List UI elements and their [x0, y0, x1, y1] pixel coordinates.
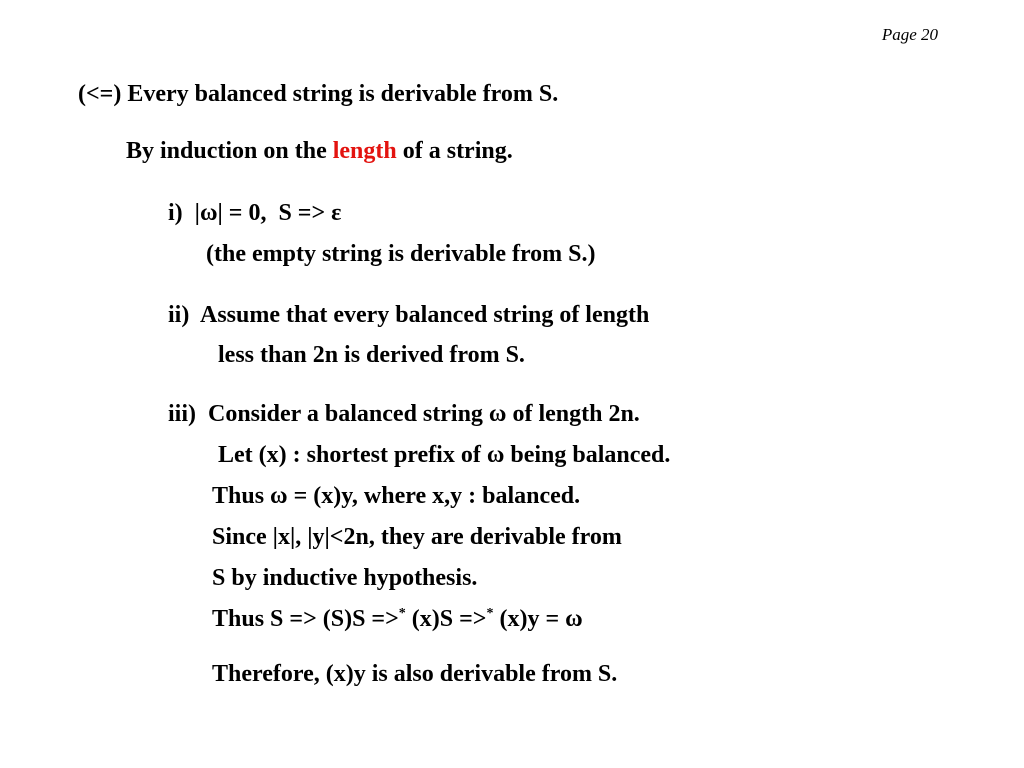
- derivation-line: [212, 607, 583, 631]
- conclusion: Therefore, (x)y is also derivable from S.: [212, 661, 618, 687]
- step-ii-line2: less than 2n is derived from S.: [218, 342, 525, 368]
- derivation-part2: (x)S =>: [405, 606, 487, 632]
- induction-line: [126, 139, 513, 163]
- step-iii-line4: Since |x|, |y|<2n, they are derivable from: [212, 524, 622, 550]
- derivation-star2: *: [486, 606, 494, 621]
- derivation-part3: (x)y = ω: [493, 606, 583, 632]
- derivation-part1: Thus S => (S)S =>: [212, 606, 399, 632]
- page-number: Page 20: [881, 25, 938, 44]
- heading: (<=) Every balanced string is derivable from S.: [78, 81, 559, 107]
- step-iii-line5: S by inductive hypothesis.: [212, 565, 478, 591]
- derivation-star1: *: [398, 606, 406, 621]
- induction-after: of a string.: [396, 138, 513, 164]
- step-i-line2: (the empty string is derivable from S.): [206, 241, 596, 267]
- step-ii-line1: ii) Assume that every balanced string of length: [168, 302, 650, 328]
- induction-before: By induction on the: [126, 138, 333, 164]
- step-iii-line2: Let (x) : shortest prefix of ω being balanced.: [218, 442, 671, 468]
- step-iii-line3: Thus ω = (x)y, where x,y : balanced.: [212, 483, 581, 509]
- induction-highlight: length: [332, 138, 397, 164]
- step-iii-line1: iii) Consider a balanced string ω of length 2n.: [168, 401, 640, 427]
- step-i-line1: i) |ω| = 0, S => ε: [168, 200, 342, 226]
